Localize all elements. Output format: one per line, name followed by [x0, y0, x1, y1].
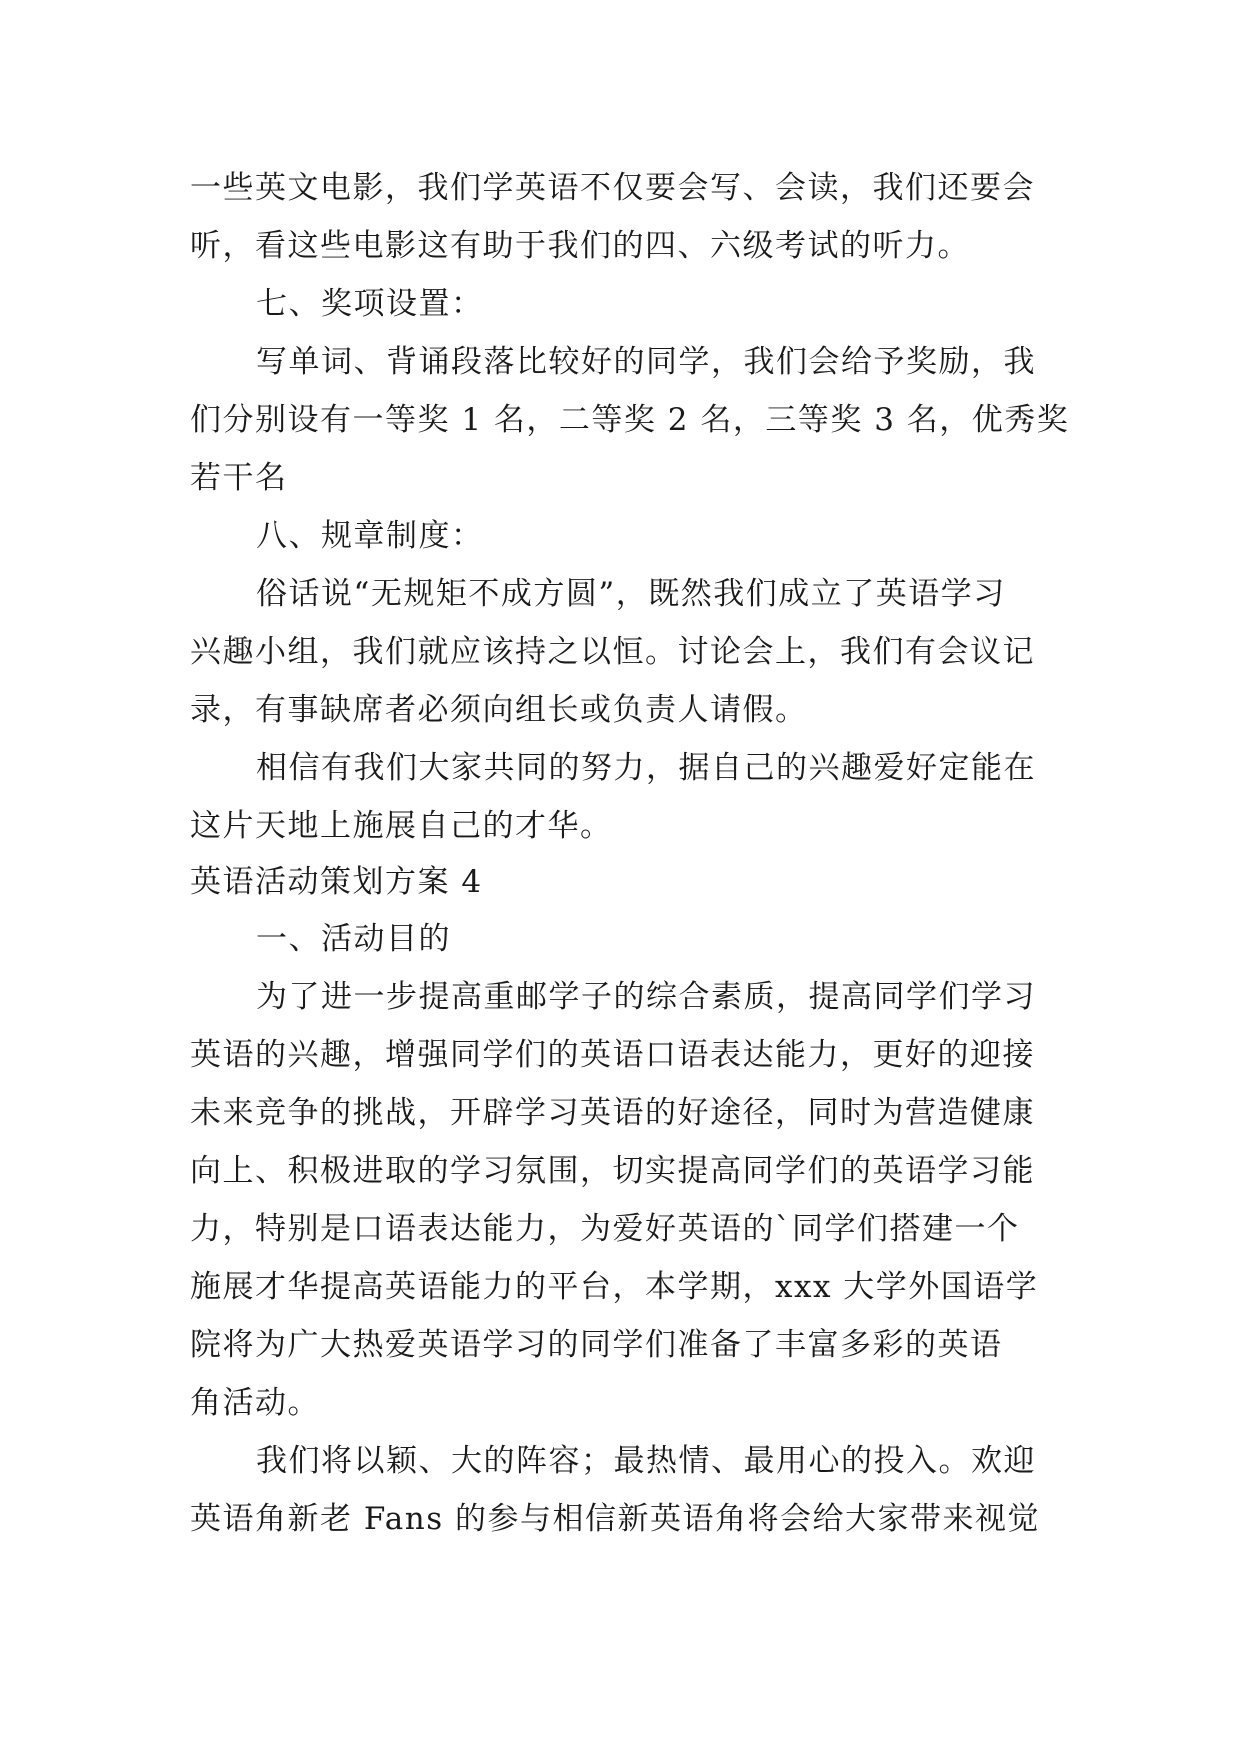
paragraph-line: 力，特别是口语表达能力，为爱好英语的`同学们搭建一个 [190, 1211, 1020, 1247]
paragraph-line: 角活动。 [190, 1385, 320, 1421]
paragraph-line: 为了进一步提高重邮学子的综合素质，提高同学们学习 [256, 979, 1036, 1015]
paragraph-line: 施展才华提高英语能力的平台，本学期，xxx 大学外国语学 [190, 1269, 1039, 1305]
paragraph-line: 兴趣小组，我们就应该持之以恒。讨论会上，我们有会议记 [190, 634, 1035, 670]
section-heading-rules: 八、规章制度： [256, 518, 484, 554]
paragraph-line: 未来竞争的挑战，开辟学习英语的好途径，同时为营造健康 [190, 1095, 1035, 1131]
paragraph-line: 录，有事缺席者必须向组长或负责人请假。 [190, 692, 808, 728]
paragraph-line: 院将为广大热爱英语学习的同学们准备了丰富多彩的英语 [190, 1327, 1003, 1363]
paragraph-line: 这片天地上施展自己的才华。 [190, 808, 613, 844]
paragraph-line: 俗话说“无规矩不成方圆”，既然我们成立了英语学习 [256, 576, 1006, 612]
section-heading-purpose: 一、活动目的 [256, 921, 451, 957]
paragraph-line: 若干名 [190, 460, 288, 496]
paragraph-line: 英语的兴趣，增强同学们的英语口语表达能力，更好的迎接 [190, 1037, 1035, 1073]
paragraph-line: 听，看这些电影这有助于我们的四、六级考试的听力。 [190, 228, 970, 264]
section-heading-awards: 七、奖项设置： [256, 286, 484, 322]
paragraph-line: 写单词、背诵段落比较好的同学，我们会给予奖励，我 [256, 344, 1036, 380]
paragraph-line: 们分别设有一等奖 1 名，二等奖 2 名，三等奖 3 名，优秀奖 [190, 402, 1070, 438]
paragraph-line: 我们将以颖、大的阵容；最热情、最用心的投入。欢迎 [256, 1443, 1036, 1479]
document-section-title: 英语活动策划方案 4 [190, 864, 483, 900]
paragraph-line: 向上、积极进取的学习氛围，切实提高同学们的英语学习能 [190, 1153, 1035, 1189]
document-body [190, 159, 1070, 1548]
paragraph-line: 相信有我们大家共同的努力，据自己的兴趣爱好定能在 [256, 750, 1036, 786]
paragraph-line: 英语角新老 Fans 的参与相信新英语角将会给大家带来视觉 [190, 1501, 1040, 1537]
paragraph-line: 一些英文电影，我们学英语不仅要会写、会读，我们还要会 [190, 170, 1035, 206]
